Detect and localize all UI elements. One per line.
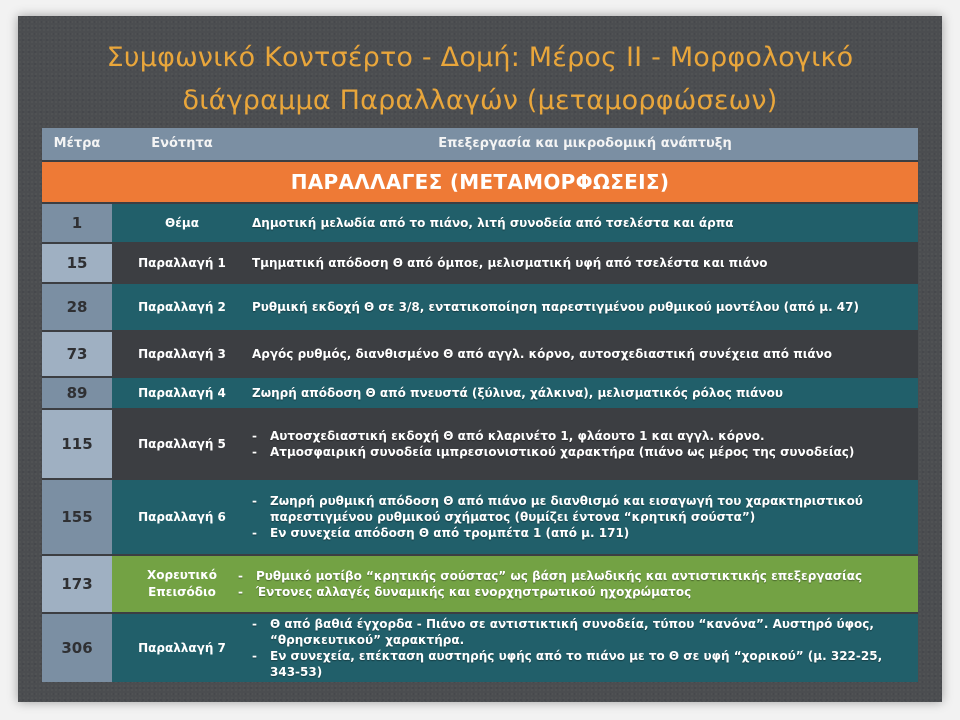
bullet-text: Έντονες αλλαγές δυναμικής και ενορχηστρωτικού ηχοχρώματος bbox=[256, 585, 692, 599]
description-cell bbox=[252, 284, 914, 330]
variations-banner: ΠΑΡΑΛΛΑΓΕΣ (ΜΕΤΑΜΟΡΦΩΣΕΙΣ) bbox=[42, 162, 918, 202]
slide bbox=[18, 16, 942, 702]
meter-cell: 306 bbox=[42, 614, 112, 682]
description-text: Ζωηρή απόδοση Θ από πνευστά (ξύλινα, χάλκινα), μελισματικός ρόλος πιάνου bbox=[252, 386, 783, 400]
bullet-item: - Ρυθμικό μοτίβο “κρητικής σούστας” ως βάση μελωδικής και αντιστικτικής επεξεργασίας bbox=[238, 568, 914, 584]
section-line-1: Χορευτικό bbox=[147, 568, 217, 582]
bullet-item: - Ατμοσφαιρική συνοδεία ιμπρεσιονιστικού χαρακτήρα (πιάνο ως μέρος της συνοδείας) bbox=[252, 444, 914, 460]
bullet-item: - Θ από βαθιά έγχορδα - Πιάνο σε αντιστικτική συνοδεία, τύπου “κανόνα”. Αυστηρό ύφος, “θρησκευτικού” χαρακτήρα. bbox=[252, 616, 914, 648]
meter-cell: 15 bbox=[42, 244, 112, 282]
bullet-item: - Εν συνεχεία απόδοση Θ από τρομπέτα 1 (από μ. 171) bbox=[252, 525, 914, 541]
header-section: Ενότητα bbox=[151, 136, 213, 151]
title-line-1: Συμφωνικό Κοντσέρτο - Δομή: Μέρος ΙΙ - Μορφολογικό bbox=[106, 42, 854, 73]
bullet-text: Αυτοσχεδιαστική εκδοχή Θ από κλαρινέτο 1, φλάουτο 1 και αγγλ. κόρνο. bbox=[270, 429, 765, 443]
bullet-text: Ζωηρή ρυθμική απόδοση Θ από πιάνο με διανθισμό και εισαγωγή του χαρακτηριστικού παρεστιγμένου ρυθμικού σχήματος (θυμίζει έντονα “κρητική σούστα”) bbox=[270, 494, 863, 524]
bullet-text: Ατμοσφαιρική συνοδεία ιμπρεσιονιστικού χαρακτήρα (πιάνο ως μέρος της συνοδείας) bbox=[270, 445, 855, 459]
variations-table bbox=[42, 128, 918, 682]
table-row bbox=[112, 284, 918, 330]
title-line-2: διάγραμμα Παραλλαγών (μεταμορφώσεων) bbox=[182, 85, 778, 116]
meter-cell: 89 bbox=[42, 378, 112, 408]
meter-cell: 155 bbox=[42, 480, 112, 554]
description-text: Ρυθμική εκδοχή Θ σε 3/8, εντατικοποίηση παρεστιγμένου ρυθμικού μοντέλου (από μ. 47) bbox=[252, 300, 859, 314]
description-text: Αργός ρυθμός, διανθισμένο Θ από αγγλ. κόρνο, αυτοσχεδιαστική συνέχεια από πιάνο bbox=[252, 347, 833, 361]
section-cell: Παραλλαγή 4 bbox=[138, 385, 226, 400]
section-cell: Παραλλαγή 2 bbox=[138, 299, 226, 314]
description-cell bbox=[252, 378, 914, 408]
bullet-item: - Εν συνεχεία, επέκταση αυστηρής υφής από το πιάνο με το Θ σε υφή “χορικού” (μ. 322-25, 343-53) bbox=[252, 648, 914, 680]
section-cell: Παραλλαγή 6 bbox=[138, 509, 226, 524]
bullet-text: Ρυθμικό μοτίβο “κρητικής σούστας” ως βάση μελωδικής και αντιστικτικής επεξεργασίας bbox=[256, 569, 863, 583]
bullet-text: Θ από βαθιά έγχορδα - Πιάνο σε αντιστικτική συνοδεία, τύπου “κανόνα”. Αυστηρό ύφος, “θρησκευτικού” χαρακτήρα. bbox=[270, 617, 874, 647]
section-cell: Θέμα bbox=[165, 215, 199, 230]
table-row bbox=[112, 410, 918, 478]
slide-title bbox=[18, 36, 942, 122]
meter-cell: 28 bbox=[42, 284, 112, 330]
description-cell bbox=[252, 480, 914, 554]
table-row bbox=[112, 556, 918, 612]
table-header bbox=[42, 128, 918, 160]
section-cell: Παραλλαγή 5 bbox=[138, 436, 226, 451]
section-line-2: Επεισόδιο bbox=[148, 585, 216, 599]
table-row bbox=[112, 204, 918, 242]
description-cell bbox=[252, 244, 914, 282]
description-cell bbox=[238, 556, 914, 612]
section-cell: Παραλλαγή 1 bbox=[138, 255, 226, 270]
table-row bbox=[112, 614, 918, 682]
section-cell: Παραλλαγή 3 bbox=[138, 346, 226, 361]
description-text: Τμηματική απόδοση Θ από όμποε, μελισματική υφή από τσελέστα και πιάνο bbox=[252, 256, 768, 270]
table-row bbox=[112, 332, 918, 376]
meter-cell: 115 bbox=[42, 410, 112, 478]
header-meters: Μέτρα bbox=[53, 136, 101, 151]
bullet-item: - Ζωηρή ρυθμική απόδοση Θ από πιάνο με διανθισμό και εισαγωγή του χαρακτηριστικού παρεστιγμένου ρυθμικού σχήματος (θυμίζει έντονα “κρητική σούστα”) bbox=[252, 493, 914, 525]
meter-cell: 173 bbox=[42, 556, 112, 612]
description-cell bbox=[252, 614, 914, 682]
table-row bbox=[112, 244, 918, 282]
description-cell bbox=[252, 410, 914, 478]
description-text: Δημοτική μελωδία από το πιάνο, λιτή συνοδεία από τσελέστα και άρπα bbox=[252, 216, 734, 230]
bullet-text: Εν συνεχεία απόδοση Θ από τρομπέτα 1 (από μ. 171) bbox=[270, 526, 630, 540]
header-description: Επεξεργασία και μικροδομική ανάπτυξη bbox=[438, 136, 732, 151]
meter-cell: 73 bbox=[42, 332, 112, 376]
bullet-text: Εν συνεχεία, επέκταση αυστηρής υφής από το πιάνο με το Θ σε υφή “χορικού” (μ. 322-25, 343-53) bbox=[270, 649, 883, 679]
bullet-item: - Αυτοσχεδιαστική εκδοχή Θ από κλαρινέτο 1, φλάουτο 1 και αγγλ. κόρνο. bbox=[252, 428, 914, 444]
table-row bbox=[112, 378, 918, 408]
meter-cell: 1 bbox=[42, 204, 112, 242]
table-row bbox=[112, 480, 918, 554]
section-cell bbox=[112, 556, 252, 612]
description-cell bbox=[252, 204, 914, 242]
section-cell: Παραλλαγή 7 bbox=[138, 640, 226, 655]
bullet-item: - Έντονες αλλαγές δυναμικής και ενορχηστρωτικού ηχοχρώματος bbox=[238, 584, 914, 600]
description-cell bbox=[252, 332, 914, 376]
